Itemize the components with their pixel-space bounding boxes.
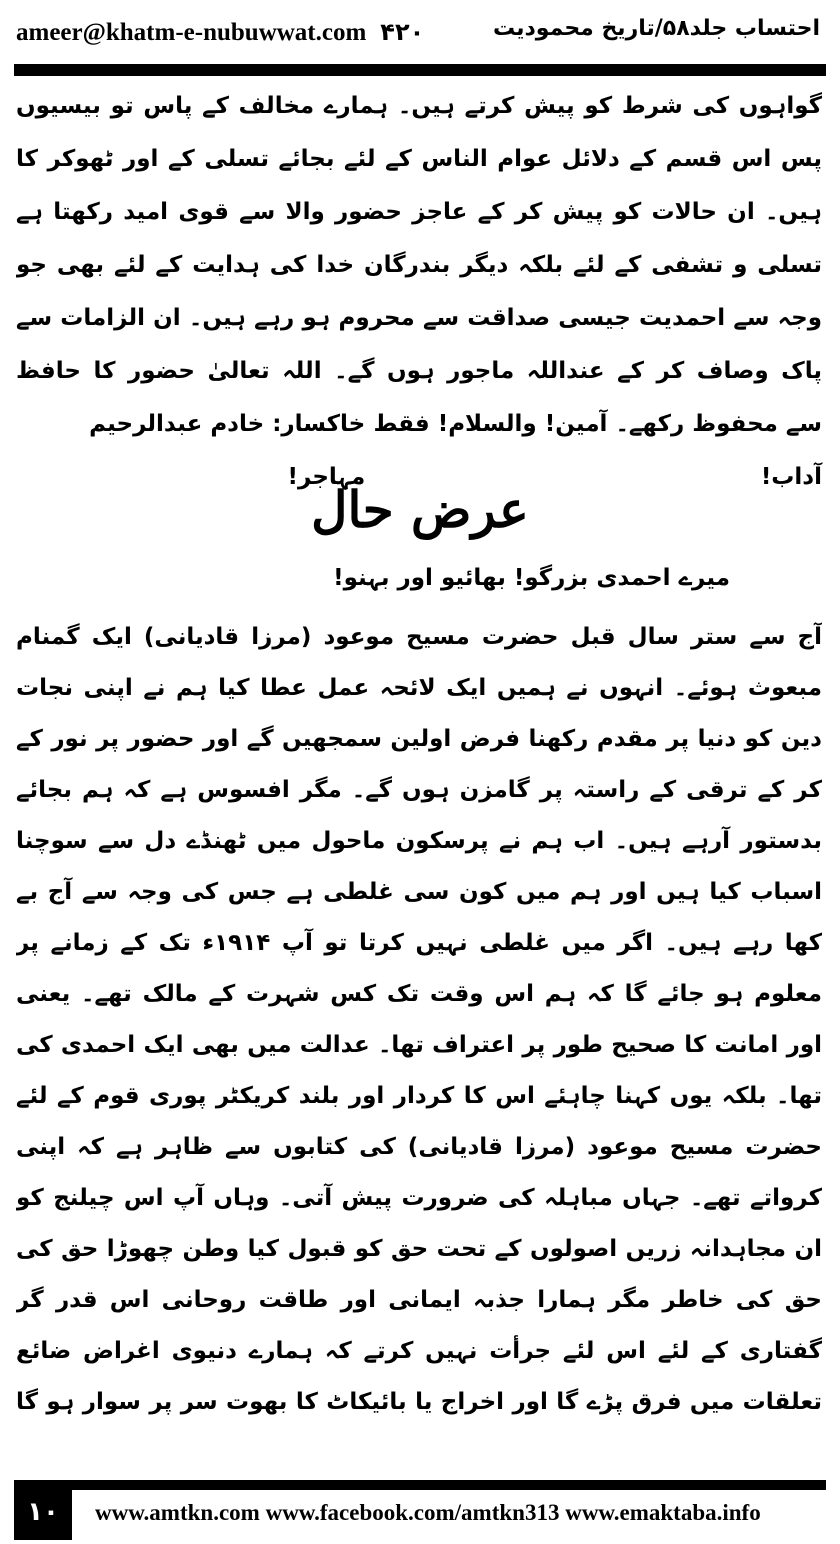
text-line: اسباب کیا ہیں اور ہم میں کون سی غلطی ہے جس کی وجہ سے آج بے bbox=[16, 879, 822, 905]
text-line: حق کی خاطر مگر ہمارا جذبہ ایمانی اور طاقت روحانی اس قدر گر bbox=[16, 1287, 822, 1313]
salutation: میرے احمدی بزرگو! بھائیو اور بہنو! bbox=[333, 565, 730, 591]
header-email bbox=[16, 18, 424, 47]
text-line: تعلقات میں فرق پڑے گا اور اخراج یا بائیکاٹ کا بھوت سر پر سوار ہو گا bbox=[16, 1389, 822, 1415]
text-line: بدستور آرہے ہیں۔ اب ہم نے پرسکون ماحول میں ٹھنڈے دل سے سوچنا bbox=[16, 828, 822, 854]
footer-rule bbox=[14, 1480, 826, 1490]
text-line: تھا۔ بلکہ یوں کہنا چاہئے اس کا کردار اور بلند کریکٹر پوری قوم کے لئے bbox=[16, 1083, 822, 1109]
book-page-number: ۴۲۰ bbox=[380, 18, 425, 46]
text-line: وجہ سے احمدیت جیسی صداقت سے محروم ہو رہے ہیں۔ ان الزامات سے bbox=[16, 305, 822, 331]
text-line: ان مجاہدانہ زریں اصولوں کے تحت حق کو قبول کیا وطن چھوڑا حق کی bbox=[16, 1236, 822, 1262]
header-rule bbox=[14, 64, 826, 76]
section-body bbox=[16, 612, 822, 1428]
text-line: گواہوں کی شرط کو پیش کرتے ہیں۔ ہمارے مخالف کے پاس تو بیسیوں bbox=[16, 93, 822, 119]
signature: خاکسار: خادم عبدالرحیم مہاجر! bbox=[89, 411, 366, 490]
email-text: ameer@khatm-e-nubuwwat.com bbox=[16, 19, 367, 46]
text-line: مبعوث ہوئے۔ انہوں نے ہمیں ایک لائحہ عمل عطا کیا ہم نے اپنی نجات bbox=[16, 675, 822, 701]
closing-text: سے محفوظ رکھے۔ آمین! والسلام! فقط آداب! bbox=[373, 411, 822, 490]
text-line: کر کے ترقی کے راستہ پر گامزن ہوں گے۔ مگر افسوس ہے کہ ہم بجائے bbox=[16, 777, 822, 803]
text-line: معلوم ہو جائے گا کہ ہم اس وقت تک کس شہرت کے مالک تھے۔ یعنی bbox=[16, 981, 822, 1007]
text-line: کرواتے تھے۔ جہاں مباہلہ کی ضرورت پیش آتی۔ وہاں آپ اس چیلنج کو bbox=[16, 1185, 822, 1211]
text-line: کھا رہے ہیں۔ اگر میں غلطی نہیں کرتا تو آپ ۱۹۱۴ء تک کے زمانے پر bbox=[16, 930, 822, 956]
text-line: پس اس قسم کے دلائل عوام الناس کے لئے بجائے تسلی کے اور ٹھوکر کا bbox=[16, 146, 822, 172]
text-line: تسلی و تشفی کے لئے بلکہ دیگر بندرگان خدا کی ہدایت کے لئے بھی جو bbox=[16, 252, 822, 278]
text-line: اور امانت کا صحیح طور پر اعتراف تھا۔ عدالت میں بھی ایک احمدی کی bbox=[16, 1032, 822, 1058]
text-line: گفتاری کے لئے اس لئے جرأت نہیں کرتے کہ ہمارے دنیوی اغراض ضائع bbox=[16, 1338, 822, 1364]
closing-line bbox=[16, 398, 822, 490]
letter-body bbox=[16, 80, 822, 490]
text-line: دین کو دنیا پر مقدم رکھنا فرض اولین سمجھیں گے اور حضور پر نور کے bbox=[16, 726, 822, 752]
text-line: ہیں۔ ان حالات کو پیش کر کے عاجز حضور والا سے قوی امید رکھتا ہے bbox=[16, 199, 822, 225]
book-title: احتساب جلد۵۸/تاریخ محمودیت bbox=[492, 16, 820, 41]
text-line: حضرت مسیح موعود (مرزا قادیانی) کی کتابوں سے ظاہر ہے کہ اپنی bbox=[16, 1134, 822, 1160]
section-heading: عرض حال bbox=[311, 480, 529, 539]
footer-links: www.amtkn.com www.facebook.com/amtkn313 www.emaktaba.info bbox=[95, 1500, 761, 1525]
footer-page-number: ۱۰ bbox=[14, 1480, 72, 1540]
text-line: پاک وصاف کر کے عنداللہ ماجور ہوں گے۔ اللہ تعالیٰ حضور کا حافظ bbox=[16, 358, 822, 384]
text-line: آج سے ستر سال قبل حضرت مسیح موعود (مرزا قادیانی) ایک گمنام bbox=[16, 624, 822, 650]
